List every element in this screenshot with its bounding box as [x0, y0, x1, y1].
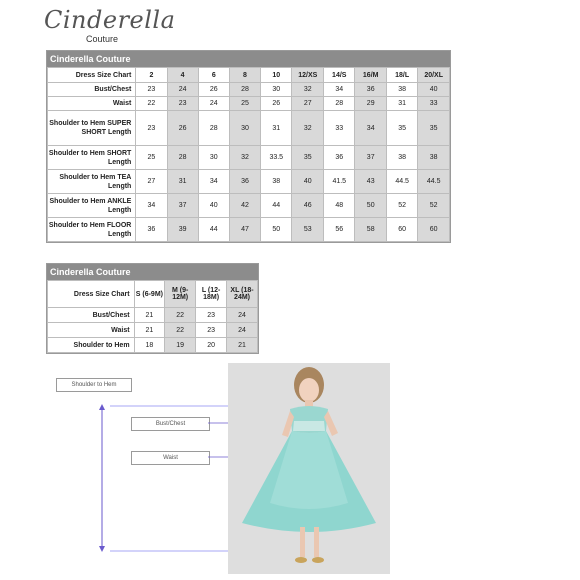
table-cell: 32 [229, 146, 260, 170]
table-cell: 24 [227, 308, 258, 323]
row-label: Shoulder to Hem ANKLE Length [48, 194, 136, 218]
size-header: S (6-9M) [134, 281, 165, 308]
table-cell: 22 [136, 97, 167, 111]
size-header: 4 [167, 68, 198, 83]
table-cell: 42 [229, 194, 260, 218]
table-cell: 24 [198, 97, 229, 111]
table-cell: 22 [165, 308, 196, 323]
table-cell: 31 [167, 170, 198, 194]
table-row [48, 308, 258, 323]
size-header: 6 [198, 68, 229, 83]
table-cell: 32 [292, 111, 324, 146]
table-cell: 46 [292, 194, 324, 218]
row-label: Waist [48, 97, 136, 111]
table-cell: 24 [167, 83, 198, 97]
table-cell: 38 [386, 83, 417, 97]
table-cell: 36 [136, 218, 167, 242]
row-label: Shoulder to Hem [48, 338, 135, 353]
table-row [48, 338, 258, 353]
model-photo [228, 363, 390, 574]
table-cell: 58 [355, 218, 386, 242]
table-cell: 25 [136, 146, 167, 170]
table-row [48, 146, 450, 170]
size-header: 16/M [355, 68, 386, 83]
table-cell: 40 [292, 170, 324, 194]
table-2-grid [47, 280, 258, 353]
table-cell: 28 [167, 146, 198, 170]
table-cell: 34 [136, 194, 167, 218]
row-label: Bust/Chest [48, 83, 136, 97]
size-header: XL (18-24M) [227, 281, 258, 308]
table-cell: 48 [324, 194, 355, 218]
table-cell: 34 [355, 111, 386, 146]
table-cell: 33.5 [261, 146, 292, 170]
table-cell: 56 [324, 218, 355, 242]
table-cell: 44 [198, 218, 229, 242]
table-cell: 44.5 [418, 170, 450, 194]
header-row [48, 281, 258, 308]
size-header: 20/XL [418, 68, 450, 83]
table-cell: 39 [167, 218, 198, 242]
table-cell: 30 [229, 111, 260, 146]
table-cell: 28 [229, 83, 260, 97]
table-cell: 53 [292, 218, 324, 242]
size-header: 10 [261, 68, 292, 83]
table-cell: 40 [198, 194, 229, 218]
table-cell: 34 [198, 170, 229, 194]
table-cell: 23 [136, 83, 167, 97]
table-cell: 60 [386, 218, 417, 242]
table-cell: 60 [418, 218, 450, 242]
table-cell: 23 [136, 111, 167, 146]
table-row [48, 83, 450, 97]
waist-label: Waist [131, 451, 210, 465]
table-2-title: Cinderella Couture [47, 264, 258, 280]
header-label: Dress Size Chart [48, 281, 135, 308]
table-cell: 44.5 [386, 170, 417, 194]
table-row [48, 323, 258, 338]
table-row [48, 194, 450, 218]
table-cell: 38 [261, 170, 292, 194]
table-cell: 38 [418, 146, 450, 170]
table-cell: 47 [229, 218, 260, 242]
table-row [48, 111, 450, 146]
table-cell: 35 [292, 146, 324, 170]
table-cell: 28 [324, 97, 355, 111]
header-row [48, 68, 450, 83]
row-label: Waist [48, 323, 135, 338]
table-cell: 26 [167, 111, 198, 146]
table-cell: 25 [229, 97, 260, 111]
header-label: Dress Size Chart [48, 68, 136, 83]
table-row [48, 218, 450, 242]
row-label: Shoulder to Hem SHORT Length [48, 146, 136, 170]
table-cell: 52 [418, 194, 450, 218]
table-cell: 30 [198, 146, 229, 170]
table-cell: 21 [227, 338, 258, 353]
table-row [48, 97, 450, 111]
table-cell: 35 [386, 111, 417, 146]
table-cell: 35 [418, 111, 450, 146]
bust-chest-label: Bust/Chest [131, 417, 210, 431]
size-header: 12/XS [292, 68, 324, 83]
table-cell: 21 [134, 308, 165, 323]
table-cell: 20 [196, 338, 227, 353]
size-header: M (9-12M) [165, 281, 196, 308]
table-cell: 36 [355, 83, 386, 97]
table-cell: 26 [261, 97, 292, 111]
table-cell: 33 [418, 97, 450, 111]
table-cell: 33 [324, 111, 355, 146]
table-cell: 43 [355, 170, 386, 194]
brand-name: Cinderella [44, 6, 176, 34]
size-chart-table-1 [46, 50, 451, 243]
size-header: L (12-18M) [196, 281, 227, 308]
table-cell: 27 [136, 170, 167, 194]
table-cell: 41.5 [324, 170, 355, 194]
table-cell: 22 [165, 323, 196, 338]
table-cell: 30 [261, 83, 292, 97]
table-1-grid [47, 67, 450, 242]
table-cell: 28 [198, 111, 229, 146]
table-cell: 27 [292, 97, 324, 111]
size-header: 14/S [324, 68, 355, 83]
table-cell: 44 [261, 194, 292, 218]
table-cell: 26 [198, 83, 229, 97]
size-header: 8 [229, 68, 260, 83]
table-cell: 19 [165, 338, 196, 353]
table-cell: 34 [324, 83, 355, 97]
size-chart-table-2 [46, 263, 259, 354]
table-cell: 18 [134, 338, 165, 353]
table-cell: 23 [196, 323, 227, 338]
table-cell: 31 [386, 97, 417, 111]
table-cell: 29 [355, 97, 386, 111]
girl-in-dress-illustration [228, 363, 390, 574]
table-cell: 50 [355, 194, 386, 218]
table-cell: 37 [167, 194, 198, 218]
shoulder-to-hem-label: Shoulder to Hem [56, 378, 132, 392]
size-header: 2 [136, 68, 167, 83]
table-cell: 40 [418, 83, 450, 97]
table-cell: 21 [134, 323, 165, 338]
brand-subtitle: Couture [86, 34, 119, 44]
table-cell: 38 [386, 146, 417, 170]
table-cell: 36 [324, 146, 355, 170]
row-label: Shoulder to Hem FLOOR Length [48, 218, 136, 242]
table-cell: 23 [196, 308, 227, 323]
brand-logo [44, 6, 176, 46]
row-label: Shoulder to Hem TEA Length [48, 170, 136, 194]
table-cell: 31 [261, 111, 292, 146]
table-1-title: Cinderella Couture [47, 51, 450, 67]
table-cell: 32 [292, 83, 324, 97]
table-cell: 37 [355, 146, 386, 170]
row-label: Bust/Chest [48, 308, 135, 323]
row-label: Shoulder to Hem SUPER SHORT Length [48, 111, 136, 146]
table-cell: 36 [229, 170, 260, 194]
table-cell: 50 [261, 218, 292, 242]
size-header: 18/L [386, 68, 417, 83]
table-cell: 24 [227, 323, 258, 338]
table-row [48, 170, 450, 194]
table-cell: 52 [386, 194, 417, 218]
table-cell: 23 [167, 97, 198, 111]
